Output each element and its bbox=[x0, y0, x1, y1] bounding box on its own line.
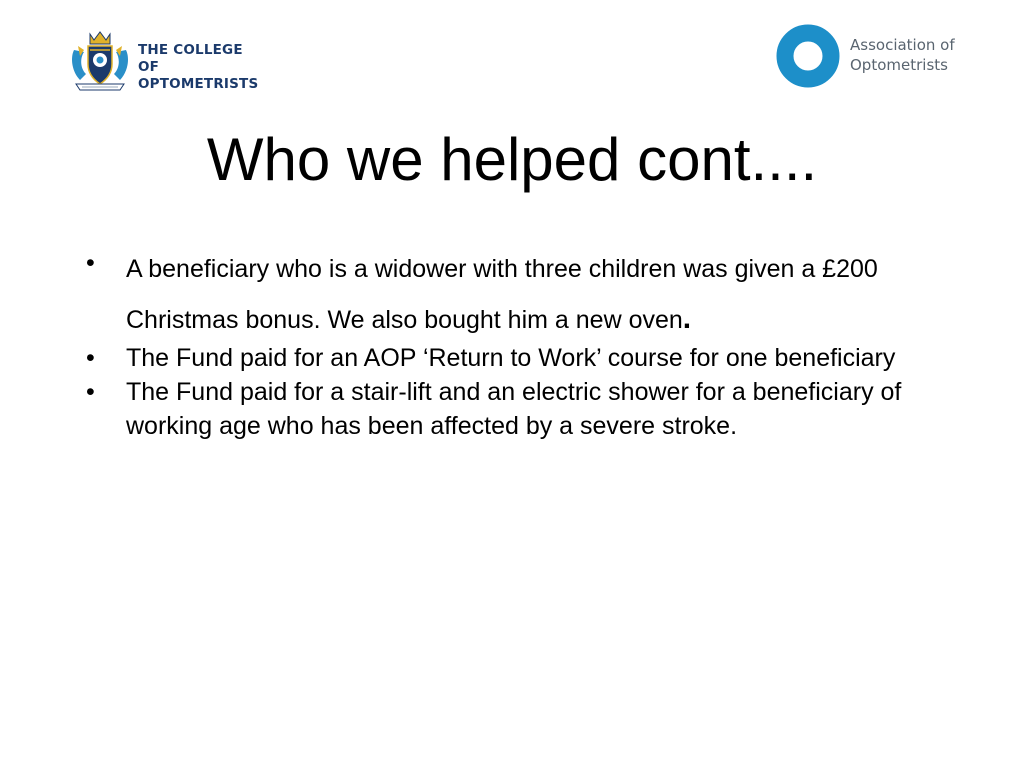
bullet-text-1-end: . bbox=[682, 302, 692, 335]
crest-icon bbox=[68, 28, 132, 92]
bullet-item-3 bbox=[82, 375, 942, 443]
college-logo-line1: THE COLLEGE OF bbox=[138, 42, 243, 75]
bullet-item-1 bbox=[82, 244, 942, 345]
aop-logo-line1: Association of bbox=[850, 36, 955, 54]
aop-logo-line2: Optometrists bbox=[850, 56, 948, 74]
bullet-list bbox=[82, 244, 942, 443]
college-logo-line2: OPTOMETRISTS bbox=[138, 76, 259, 92]
association-of-optometrists-logo bbox=[776, 22, 976, 90]
bullet-text-1: A beneficiary who is a widower with three children was given a £200 Christmas bonus. We also bought him a new oven bbox=[126, 255, 878, 334]
bullet-glyph: • bbox=[86, 344, 95, 372]
bullet-text-2: The Fund paid for an AOP ‘Return to Work’ course for one beneficiary bbox=[126, 344, 896, 372]
bullet-text-3: The Fund paid for a stair-lift and an electric shower for a beneficiary of working age who has been affected by a severe stroke. bbox=[126, 378, 902, 440]
bullet-glyph: • bbox=[86, 249, 95, 277]
slide-title: Who we helped cont.... bbox=[206, 126, 818, 193]
college-of-optometrists-logo bbox=[68, 28, 268, 92]
bullet-glyph: • bbox=[86, 378, 95, 406]
aop-ring-icon bbox=[776, 24, 840, 88]
bullet-item-2 bbox=[82, 341, 942, 375]
